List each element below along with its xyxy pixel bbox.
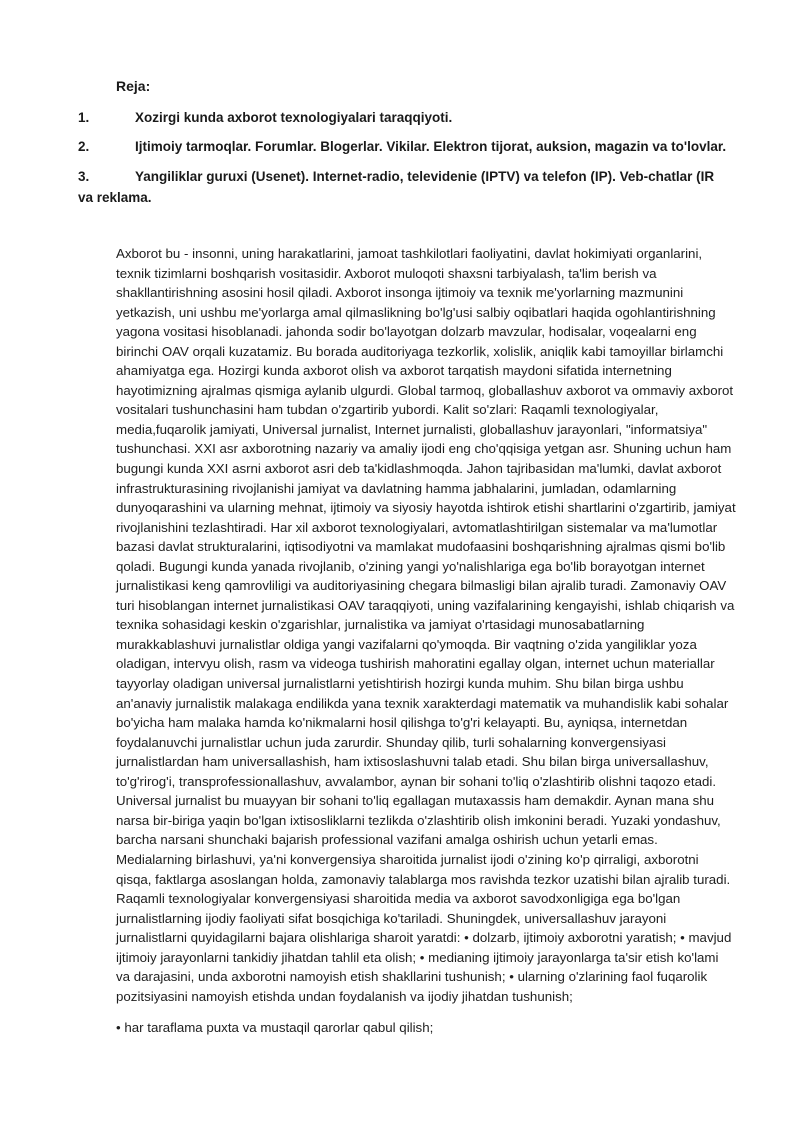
bullet-item: • har taraflama puxta va mustaqil qarorlar qabul qilish; [116,1020,434,1035]
plan-title: Reja: [116,78,151,94]
body-paragraph: Axborot bu - insonni, uning harakatlarini, jamoat tashkilotlari faoliyatini, davlat hokimiyati organlarini, texnik tizimlarni boshqarish vositasidir. Axborot muloqoti shaxsni tarbiyalash, ta'lim berish va shakllantirishning asosini hosil qiladi. Axborot insonga ijtimoiy va texnik me'yorlarning mazmunini yetkazish, uni ushbu me'yorlarga amal qilmaslikning bo'lg'usi salbiy oqibatlari haqida ogohlantirishning yagona vositasi hisoblanadi. jahonda sodir bo'layotgan dolzarb mavzular, hodisalar, voqealarni eng birinchi OAV orqali kuzatamiz. Bu borada auditoriyaga tezkorlik, xolislik, aniqlik kabi tamoyillar birlamchi ahamiyatga ega. Hozirgi kunda axborot olish va axborot tarqatish maydoni sifatida internetning hayotimizning ajralmas qismiga aylanib ulgurdi. Global tarmoq, globallashuv axborot va ommaviy axborot vositalari tushunchasini ham tubdan o'zgartirib yubordi. Kalit so'zlari: Raqamli texnologiyalar, media,fuqarolik jamiyati, Universal jurnalist, Internet jurnalisti, globallashuv jarayonlari, "informatsiya" tushunchasi. XXI asr axborotning nazariy va amaliy ijodi eng cho'qqisiga yetgan asr. Shuning uchun ham bugungi kunda XXI asrni axborot asri deb ta'kidlashmoqda. Jahon tajribasidan ma'lumki, davlat axborot infrastrukturasining rivojlanishi jamiyat va davlatning hamma jabhalarini, jumladan, odamlarning dunyoqarashini va ularning mehnat, ijtimoiy va siyosiy hayotda ishtirok etishi shartlarini o'zgartirib, jamiyat rivojlanishini tezlashtiradi. Har xil axborot texnologiyalari, avtomatlashtirilgan sistemalar va ma'lumotlar bazasi davlat strukturalarini, iqtisodiyotni va mamlakat mudofaasini boshqarishning ajralmas qismi bo'lib qoladi. Bugungi kunda yanada rivojlanib, o'zining yangi yo'nalishlariga ega bo'lib borayotgan internet jurnalistikasi keng qamrovliligi va auditoriyasining chegara bilmasligi bilan ajralib turadi. Zamonaviy OAV turi hisoblangan internet jurnalistikasi OAV taraqqiyoti, uning vazifalarining kengayishi, ishlab chiqarish va texnika sohasidagi keskin o'zgarishlar, jurnalistika va jamiyat o'rtasidagi munosabatlarning murakkablashuvi jurnalistlar oldiga yangi vazifalarni qo'ymoqda. Bir vaqtning o'zida yangiliklar yoza oladigan, intervyu olish, rasm va videoga tushirish mahoratini egallay olgan, internet uchun materiallar tayyorlay oladigan universal jurnalistlarni yetishtirish hozirgi kunda muhim. Shu bilan birga ushbu an'anaviy jurnalistik malakaga endilikda yana texnik xarakterdagi matematik va muhandislik kabi sohalar bo'yicha ham malaka hamda ko'nikmalarni hosil qilishga to'g'ri kelayapti. Bu, ayniqsa, internetdan foydalanuvchi jurnalistlar uchun juda zarurdir. Shunday qilib, turli sohalarning konvergensiyasi jurnalistlardan ham universallashish, ham ixtisoslashuvni talab etadi. Shu bilan birga universallashuv, to'g'rirog'i, transprofessionallashuv, avvalambor, aynan bir sohani to'liq o'zlashtirib olishni taqozo etadi. Universal jurnalist bu muayyan bir sohani to'liq egallagan mutaxassis ham demakdir. Aynan mana shu narsa bir-biriga yaqin bo'lgan ixtisosliklarni tezlikda o'zlashtirib olish imkonini beradi. Yuzaki yondashuv, barcha narsani shunchaki bajarish professional vazifani amalga oshirish uchun yetarli emas. Medialarning birlashuvi, ya'ni konvergensiya sharoitida jurnalist ijodi o'zining ko'p qirraligi, axborotni qisqa, faktlarga asoslangan holda, zamonaviy talablarga mos ravishda tezkor uzatishi bilan ajralib turadi. Raqamli texnologiyalar konvergensiyasi sharoitida media va axborot savodxonligiga ega bo'lgan jurnalistlarning ijodiy faoliyati sifat bosqichiga ko'tariladi. Shuningdek, universallashuv jarayoni jurnalistlarni quyidagilarni bajara olishlariga sharoit yaratdi: • dolzarb, ijtimoiy axborotni yaratish; • mavjud ijtimoiy jarayonlarni tankidiy jihatdan tahlil eta olish; • medianing ijtimoiy jarayonlarga ta'sir etish ko'lami va darajasini, unda axborotni namoyish etish shakllarini tushunish; • ularning o'zlarining faol fuqarolik pozitsiyasini namoyish etishda undan foydalanish va ijodiy jihatdan tushunish; [116,246,736,1004]
plan-item-number: 3. [78,169,90,184]
plan-item-number: 2. [78,139,90,154]
plan-item-2 [78,136,728,157]
plan-item-1 [78,107,728,128]
plan-item-text: Xozirgi kunda axborot texnologiyalari taraqqiyoti. [135,110,453,125]
plan-item-text: Yangiliklar guruxi (Usenet). Internet-radio, televidenie (IPTV) va telefon (IP). Veb-chatlar (IR va reklama. [78,169,715,205]
plan-item-number: 1. [78,110,90,125]
plan-item-3 [78,166,728,208]
plan-item-text: Ijtimoiy tarmoqlar. Forumlar. Blogerlar. Vikilar. Elektron tijorat, auksion, magazin va to'lovlar. [135,139,727,154]
